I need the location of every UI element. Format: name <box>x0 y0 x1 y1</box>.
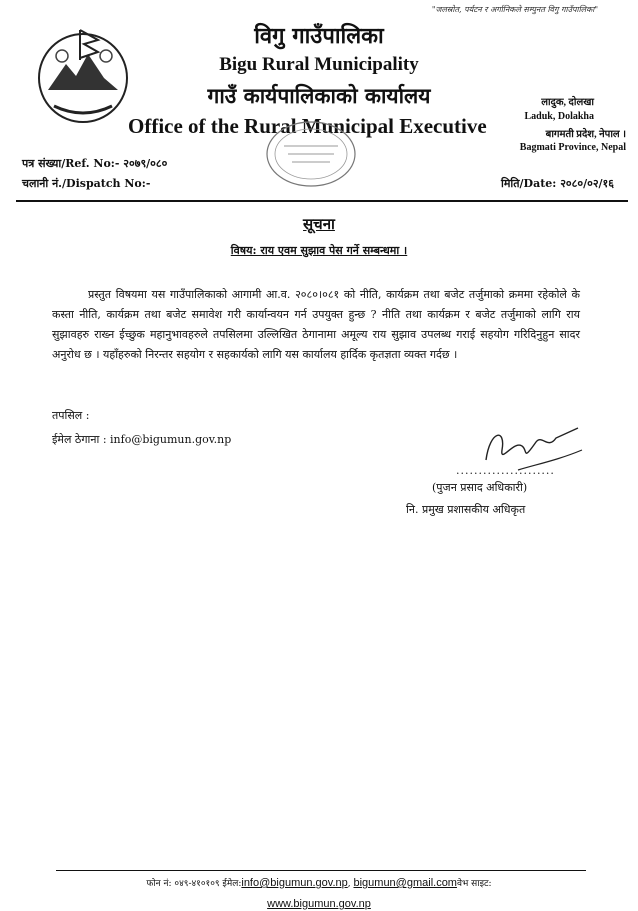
tapasil-label: तपसिल : <box>52 409 90 422</box>
office-title-en: Office of the Rural Municipal Executive <box>128 114 487 138</box>
signatory-name: (पुजन प्रसाद अधिकारी) <box>432 481 528 494</box>
date-value: २०८०/०२/१६ <box>560 177 614 190</box>
notice-heading: सूचना <box>303 215 335 233</box>
footer-email-2[interactable]: bigumun@gmail.com <box>353 877 457 889</box>
reference-number <box>22 156 167 171</box>
footer-email-1[interactable]: info@bigumun.gov.np <box>241 877 348 889</box>
footer-email-separator: , <box>347 879 354 889</box>
ref-value: २०७९/०८० <box>123 157 168 170</box>
footer-phone: फोन नं: ०४९-४१०१०९ ईमेल: <box>146 879 242 889</box>
motto: "जलस्रोत, पर्यटन र अर्गानिकले सम्पुनत विगु गाउँपालिका" <box>431 5 598 14</box>
address-np-line2: बागमती प्रदेश, नेपाल । <box>545 129 626 140</box>
footer-website-label: वेभ साइट: <box>456 879 492 889</box>
footer-website-link[interactable]: www.bigumun.gov.np <box>267 898 371 910</box>
footer-contact <box>0 876 638 889</box>
signature-line: ...................... <box>456 464 555 477</box>
municipality-title-en: Bigu Rural Municipality <box>219 54 419 75</box>
address-np-line1: लादुक, दोलखा <box>541 97 594 108</box>
date-label: मिति/Date: <box>500 177 557 190</box>
email-address-line: ईमेल ठेगाना : info@bigumun.gov.np <box>52 433 232 446</box>
office-stamp-icon <box>262 118 360 190</box>
municipality-title-np: विगु गाउँपालिका <box>254 23 384 49</box>
address-en-line2: Bagmati Province, Nepal <box>519 142 626 153</box>
footer-website <box>0 892 638 911</box>
notice-body: प्रस्तुत विषयमा यस गाउँपालिकाको आगामी आ.व. २०८०।०८१ को नीति, कार्यक्रम तथा बजेट तर्जुमाको क्रममा रहेकोले के कस्ता नीति, कार्यक्रम तथा बजेट समावेश गरी कार्यान्वयन गर्न उपयुक्त हुन्छ ? नीति तथा कार्यक्रम र बजेट तर्जुमाको लागि राय सुझावहरु राख्न ईच्छुक महानुभावहरुले तपसिलमा उल्लिखित ठेगानामा अमूल्य राय सुझाव उपलब्ध गराई सहयोग गरिदिनुहुन सादर अनुरोध छ । यहाँहरुको निरन्तर सहयोग र सहकार्यको लागि यस कार्यालय हार्दिक कृतज्ञता व्यक्त गर्दछ । <box>52 288 580 361</box>
office-title-np: गाउँ कार्यपालिकाको कार्यालय <box>207 83 431 108</box>
dispatch-number <box>22 176 150 191</box>
notice-subject: विषय: राय एवम सुझाव पेस गर्ने सम्बन्धमा । <box>230 244 408 257</box>
dispatch-label: चलानी नं./Dispatch No:- <box>22 177 151 190</box>
address-en-line1: Laduk, Dolakha <box>524 111 594 122</box>
footer-divider <box>56 870 586 871</box>
letter-date <box>501 176 614 191</box>
header-divider <box>16 200 628 202</box>
ref-label: पत्र संख्या/Ref. No:- <box>22 157 120 170</box>
signatory-title: नि. प्रमुख प्रशासकीय अधिकृत <box>406 503 526 516</box>
